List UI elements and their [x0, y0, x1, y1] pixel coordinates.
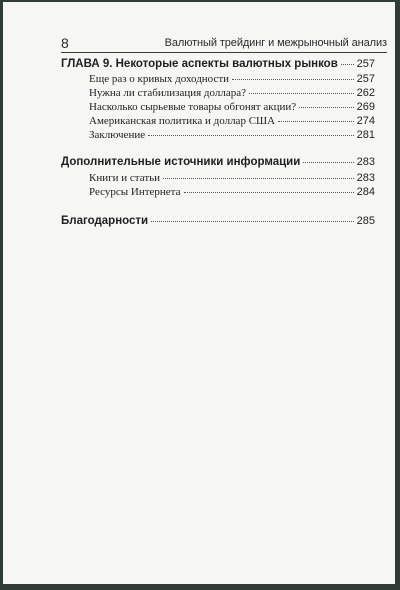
toc-entry-title: ГЛАВА 9. Некоторые аспекты валютных рынков	[61, 58, 338, 70]
toc-subentry-page: 284	[356, 186, 375, 198]
toc-entry-acknowledgements	[61, 213, 375, 229]
toc-entry-page: 283	[356, 156, 375, 168]
toc-entry-page: 285	[356, 215, 375, 227]
toc-subentry-title: Насколько сырьевые товары обгонят акции?	[89, 101, 297, 113]
toc-subentry	[89, 86, 375, 101]
toc-subentry-title: Ресурсы Интернета	[89, 186, 181, 198]
dot-leader	[299, 107, 354, 108]
toc-entry-title: Дополнительные источники информации	[61, 156, 301, 168]
dot-leader	[232, 79, 354, 80]
toc-entry-title: Благодарности	[61, 215, 149, 227]
dot-leader	[341, 64, 354, 65]
dot-leader	[148, 135, 354, 136]
book-page	[3, 2, 395, 584]
dot-leader	[249, 93, 354, 94]
dot-leader	[151, 221, 354, 222]
toc-subentry-page: 281	[356, 129, 375, 141]
toc-subentry	[89, 100, 375, 115]
toc-subentry-title: Заключение	[89, 129, 146, 141]
toc-subentry-page: 257	[356, 73, 375, 85]
toc-subentry	[89, 114, 375, 129]
page-header	[61, 34, 387, 52]
toc-subentry	[89, 128, 375, 143]
dot-leader	[303, 162, 353, 163]
dot-leader	[278, 121, 354, 122]
toc-subentry-page: 262	[356, 87, 375, 99]
toc-subentry-page: 274	[356, 115, 375, 127]
header-rule	[61, 52, 387, 53]
dot-leader	[163, 178, 354, 179]
page-number: 8	[61, 35, 69, 51]
toc-subentry	[89, 72, 375, 87]
toc-subentry-title: Еще раз о кривых доходности	[89, 73, 230, 85]
toc-entry-chapter9	[61, 56, 375, 72]
toc-subentry-title: Нужна ли стабилизация доллара?	[89, 87, 246, 99]
toc-subentry-title: Книги и статьи	[89, 172, 161, 184]
toc-subentry-page: 269	[356, 101, 375, 113]
toc-subentry	[89, 171, 375, 186]
running-head: Валютный трейдинг и межрыночный анализ	[164, 37, 387, 49]
toc-entry-page: 257	[356, 58, 375, 70]
toc-subentry-page: 283	[356, 172, 375, 184]
dot-leader	[184, 192, 354, 193]
toc-entry-additional-sources	[61, 154, 375, 170]
toc-subentry-title: Американская политика и доллар США	[89, 115, 276, 127]
toc-subentry	[89, 185, 375, 200]
